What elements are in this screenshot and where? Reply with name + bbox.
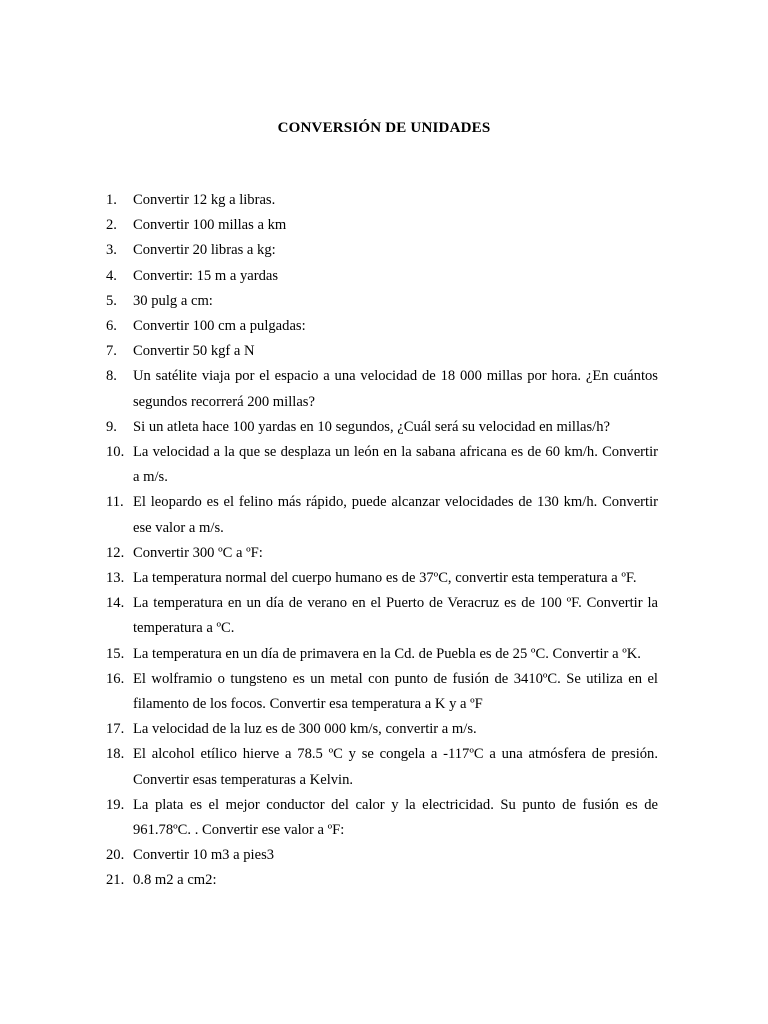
exercise-number: 15.	[106, 645, 125, 662]
exercise-text: El alcohol etílico hierve a 78.5 ºC y se congela a -117ºC a una atmósfera de presión. Convertir esas temperaturas a Kelvin.	[133, 746, 658, 788]
exercise-number: 16.	[106, 670, 125, 687]
exercise-item	[106, 591, 658, 641]
exercise-item	[106, 364, 658, 414]
exercise-number: 11.	[106, 494, 124, 511]
exercise-text: Convertir 100 millas a km	[133, 217, 287, 234]
exercise-number: 9.	[106, 418, 117, 435]
exercise-text: La velocidad a la que se desplaza un león en la sabana africana es de 60 km/h. Convertir a m/s.	[133, 444, 658, 486]
exercise-item	[106, 717, 658, 742]
exercise-number: 7.	[106, 343, 117, 360]
exercise-text: La velocidad de la luz es de 300 000 km/s, convertir a m/s.	[133, 721, 477, 738]
exercise-item	[106, 289, 658, 314]
exercise-item	[106, 188, 658, 213]
exercise-number: 12.	[106, 544, 125, 561]
exercise-item	[106, 667, 658, 717]
exercise-item	[106, 314, 658, 339]
exercise-number: 1.	[106, 192, 117, 208]
exercise-number: 17.	[106, 721, 125, 738]
exercise-text: La temperatura en un día de verano en el Puerto de Veracruz es de 100 ºF. Convertir la temperatura a ºC.	[133, 595, 658, 637]
exercise-text: Convertir 12 kg a libras.	[133, 192, 276, 208]
exercise-text: La plata es el mejor conductor del calor y la electricidad. Su punto de fusión es de 961.78ºC. . Convertir ese valor a ºF:	[133, 796, 658, 839]
page-title: CONVERSIÓN DE UNIDADES	[277, 120, 491, 136]
exercise-item	[106, 793, 658, 843]
exercise-number: 10.	[106, 444, 125, 461]
exercise-text: El leopardo es el felino más rápido, puede alcanzar velocidades de 130 km/h. Convertir ese valor a m/s.	[133, 494, 658, 536]
exercise-list	[106, 188, 658, 894]
exercise-item	[106, 642, 658, 667]
exercise-number: 13.	[106, 570, 125, 587]
exercise-item	[106, 742, 658, 792]
exercise-text: Convertir 10 m3 a pies3	[133, 847, 275, 864]
exercise-item	[106, 264, 658, 289]
exercise-text: Convertir 100 cm a pulgadas:	[133, 318, 306, 335]
exercise-number: 6.	[106, 318, 117, 335]
exercise-item	[106, 238, 658, 263]
exercise-number: 19.	[106, 796, 125, 813]
exercise-item	[106, 440, 658, 490]
exercise-number: 8.	[106, 368, 117, 385]
exercise-item	[106, 868, 658, 893]
exercise-text: 30 pulg a cm:	[133, 292, 213, 309]
exercise-number: 14.	[106, 595, 125, 612]
exercise-item	[106, 415, 658, 440]
exercise-text: Convertir 300 ºC a ºF:	[133, 544, 263, 561]
exercise-item	[106, 213, 658, 238]
exercise-text: El wolframio o tungsteno es un metal con punto de fusión de 3410ºC. Se utiliza en el filamento de los focos. Convertir esa temperatura a K y a ºF	[133, 670, 658, 713]
exercise-text: Convertir 50 kgf a N	[133, 343, 255, 360]
exercise-item	[106, 339, 658, 364]
exercise-text: Convertir 20 libras a kg:	[133, 242, 276, 259]
exercise-text: Si un atleta hace 100 yardas en 10 segundos, ¿Cuál será su velocidad en millas/h?	[133, 418, 610, 435]
exercise-text: La temperatura normal del cuerpo humano es de 37ºC, convertir esta temperatura a ºF.	[133, 570, 637, 587]
exercise-text: 0.8 m2 a cm2:	[133, 872, 217, 889]
exercise-number: 21.	[106, 872, 125, 889]
exercise-number: 3.	[106, 242, 117, 259]
exercise-item	[106, 566, 658, 591]
exercise-item	[106, 843, 658, 868]
exercise-number: 5.	[106, 292, 117, 309]
exercise-item	[106, 490, 658, 540]
exercise-number: 2.	[106, 217, 117, 234]
exercise-number: 20.	[106, 847, 125, 864]
exercise-item	[106, 541, 658, 566]
exercise-text: Convertir: 15 m a yardas	[133, 267, 279, 284]
exercise-number: 4.	[106, 267, 117, 284]
exercise-number: 18.	[106, 746, 125, 763]
exercise-text: La temperatura en un día de primavera en la Cd. de Puebla es de 25 ºC. Convertir a ºK.	[133, 645, 641, 662]
exercise-text: Un satélite viaja por el espacio a una velocidad de 18 000 millas por hora. ¿En cuántos segundos recorrerá 200 millas?	[133, 368, 658, 410]
